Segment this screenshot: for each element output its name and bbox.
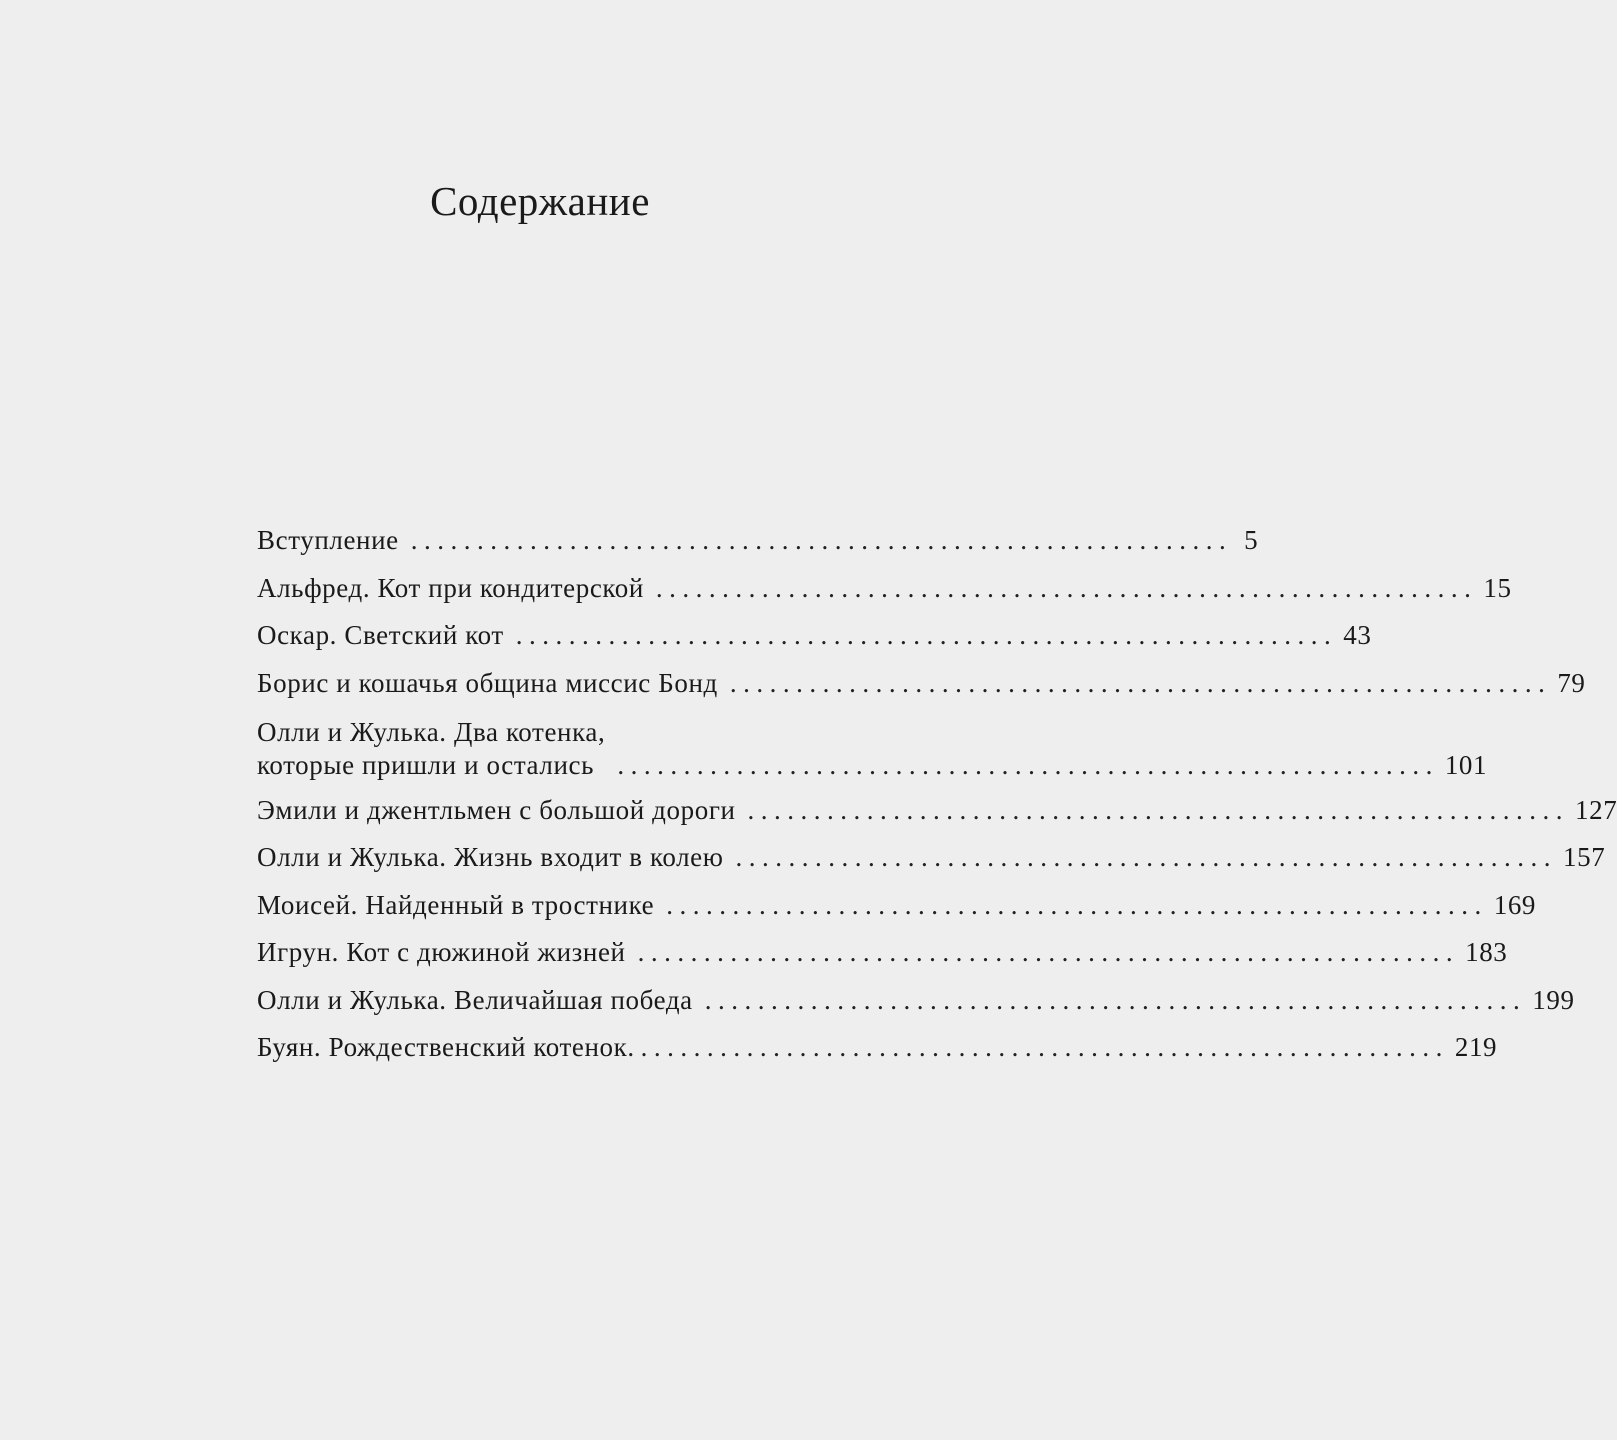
toc-entry-page: 169 [1493, 889, 1537, 920]
toc-entry-title [257, 716, 605, 782]
dot-leader: .............................................................. [747, 794, 1570, 825]
toc-entry[interactable] [257, 876, 1537, 923]
toc-entry[interactable] [257, 654, 1586, 701]
dot-leader: .............................................................. [637, 937, 1460, 968]
table-of-contents [257, 512, 1617, 1066]
toc-entry-page: 199 [1532, 984, 1575, 1015]
dot-leader: .............................................................. [729, 667, 1552, 698]
toc-entry-page: 15 [1483, 572, 1512, 603]
dot-leader: .............................................................. [410, 525, 1233, 556]
toc-entry-page: 5 [1244, 525, 1259, 556]
toc-entry[interactable] [257, 924, 1508, 971]
toc-entry[interactable] [257, 512, 1259, 559]
dot-leader: .............................................................. [515, 620, 1338, 651]
toc-entry-page: 183 [1465, 937, 1508, 968]
dot-leader: .............................................................. [627, 1031, 1449, 1062]
dot-leader: .............................................................. [735, 842, 1558, 873]
dot-leader: .............................................................. [704, 984, 1527, 1015]
toc-entry-page: 43 [1343, 620, 1372, 651]
toc-entry-title: Олли и Жулька. Величайшая победа [257, 984, 693, 1015]
toc-entry[interactable] [257, 829, 1606, 876]
toc-entry-page: 101 [1444, 749, 1488, 780]
dot-leader: .............................................................. [617, 749, 1439, 780]
toc-entry[interactable] [257, 559, 1512, 606]
toc-entry-title-line-1: Олли и Жулька. Два котенка, [257, 716, 606, 747]
toc-entry-title: Буян. Рождественский котенок [257, 1031, 628, 1062]
toc-entry[interactable] [257, 971, 1575, 1018]
toc-entry-title: Моисей. Найденный в тростнике [257, 889, 655, 920]
toc-entry-title: Вступление [257, 525, 399, 556]
toc-entry-title: Борис и кошачья община миссис Бонд [257, 667, 718, 698]
toc-entry-title-line-2: которые пришли и остались [257, 749, 594, 780]
toc-entry-title: Альфред. Кот при кондитерской [257, 572, 644, 603]
toc-entry-page: 127 [1575, 794, 1617, 825]
toc-entry-page: 79 [1557, 667, 1586, 698]
toc-entry-page: 157 [1563, 842, 1606, 873]
toc-entry-page: 219 [1454, 1031, 1498, 1062]
dot-leader: .............................................................. [666, 889, 1488, 920]
toc-entry-title: Игрун. Кот с дюжиной жизней [257, 937, 626, 968]
dot-leader: .............................................................. [655, 572, 1478, 603]
toc-entry[interactable] [257, 702, 1488, 782]
page-title: Содержание [430, 178, 650, 224]
toc-entry[interactable] [257, 1019, 1498, 1066]
toc-entry-title: Оскар. Светский кот [257, 620, 504, 651]
toc-entry-title: Олли и Жулька. Жизнь входит в колею [257, 842, 724, 873]
toc-entry[interactable] [257, 607, 1372, 654]
toc-entry[interactable] [257, 782, 1617, 829]
toc-entry-title: Эмили и джентльмен с большой дороги [257, 794, 736, 825]
